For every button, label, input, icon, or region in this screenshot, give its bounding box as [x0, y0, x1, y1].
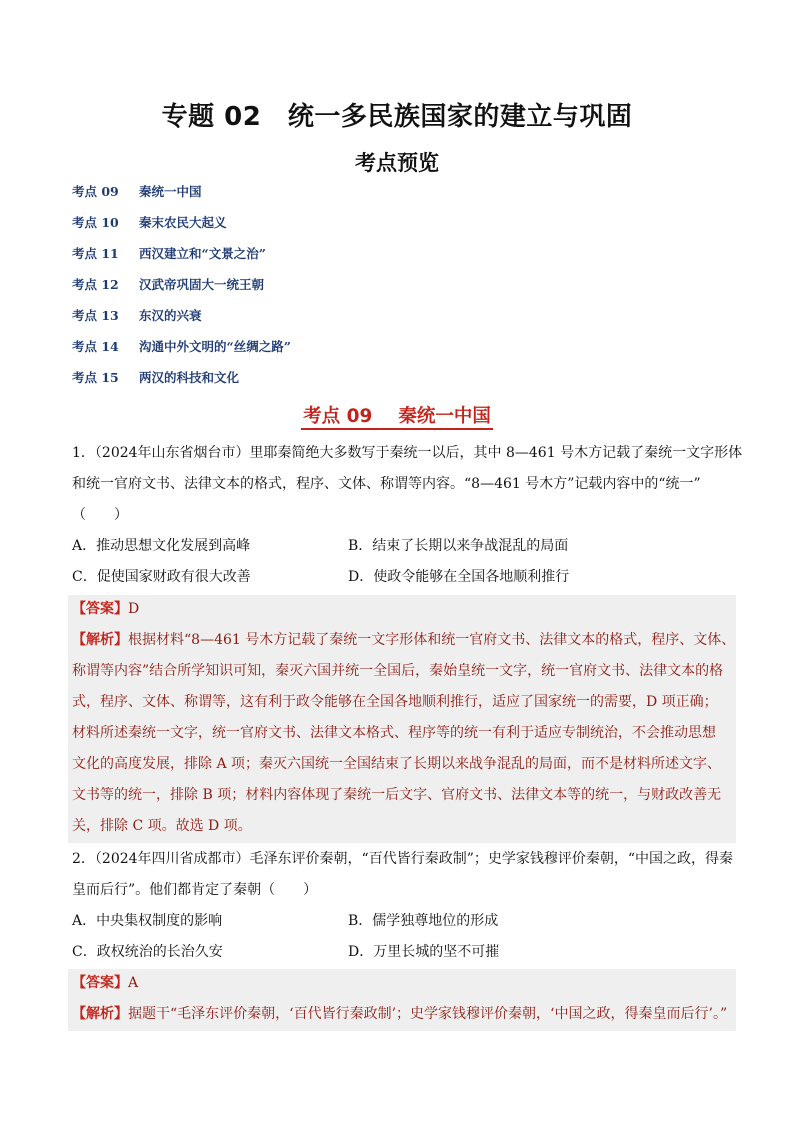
topic-item [72, 335, 291, 366]
topic-text: 汉武帝巩固大一统王朝 [139, 277, 265, 292]
topic-text: 秦统一中国 [139, 184, 202, 199]
analysis-line: 文书等的统一，排除 B 项；材料内容体现了秦统一后文字、官府文书、法律文本等的统一，与财政改善无 [72, 787, 722, 803]
section-number: 考点 09 [303, 406, 373, 427]
question-line: （ ） [72, 507, 128, 523]
section-title: 秦统一中国 [398, 406, 491, 427]
topic-text: 西汉建立和“文景之治” [139, 246, 266, 261]
option-row [72, 535, 732, 566]
topic-text: 东汉的兴衰 [139, 308, 202, 323]
answer-line [68, 595, 736, 626]
option-d[interactable]: D．使政令能够在全国各地顺利推行 [348, 569, 570, 585]
analysis-tag: 【解析】 [72, 1006, 128, 1022]
page-subtitle: 考点预览 [355, 151, 439, 175]
topic-text: 沟通中外文明的“丝绸之路” [139, 339, 291, 354]
question-1-stem [72, 442, 743, 535]
question-line: 和统一官府文书、法律文本的格式，程序、文体、称谓等内容。“8—461 号木方”记载内容中的“统一” [72, 476, 701, 492]
question-1-options [72, 535, 732, 597]
topic-item [72, 211, 291, 242]
analysis-line: 文化的高度发展，排除 A 项；秦灭六国统一全国结束了长期以来战争混乱的局面，而不是材料所述文字、 [72, 756, 722, 772]
analysis-line [68, 1000, 736, 1031]
topic-item [72, 366, 291, 397]
option-b[interactable]: B．儒学独尊地位的形成 [348, 913, 499, 929]
answer-value: A [128, 975, 139, 991]
answer-tag: 【答案】 [72, 975, 128, 991]
topic-item [72, 304, 291, 335]
topic-number: 考点 10 [72, 215, 119, 230]
page-title: 专题 02 统一多民族国家的建立与巩固 [161, 102, 633, 132]
answer-value: D [128, 601, 140, 617]
analysis-line [68, 626, 736, 657]
question-line: 1．（2024年山东省烟台市）里耶秦简绝大多数写于秦统一以后，其中 8—461 号木方记载了秦统一文字形体 [72, 445, 743, 461]
topic-number: 考点 13 [72, 308, 119, 323]
topic-number: 考点 15 [72, 370, 119, 385]
question-line: 2．（2024年四川省成都市）毛泽东评价秦朝，“百代皆行秦政制”；史学家钱穆评价秦朝，“中国之政，得秦 [72, 851, 734, 867]
option-row [72, 941, 732, 972]
option-a[interactable]: A．中央集权制度的影响 [72, 913, 223, 929]
topic-list [72, 180, 291, 397]
analysis-line: 关，排除 C 项。故选 D 项。 [72, 818, 252, 834]
question-1-answer-box [68, 595, 736, 843]
option-c[interactable]: C．促使国家财政有很大改善 [72, 569, 251, 585]
analysis-text: 根据材料“8—461 号木方记载了秦统一文字形体和统一官府文书、法律文本的格式，程序、文体、 [128, 632, 736, 648]
topic-text: 秦末农民大起义 [139, 215, 227, 230]
topic-item [72, 242, 291, 273]
analysis-line: 材料所述秦统一文字，统一官府文书、法律文本格式、程序等的统一有利于适应专制统治，不会推动思想 [72, 725, 716, 741]
option-c[interactable]: C．政权统治的长治久安 [72, 944, 223, 960]
analysis-text: 据题干“毛泽东评价秦朝，‘百代皆行秦政制’；史学家钱穆评价秦朝，‘中国之政，得秦皇而后行’。” [128, 1006, 728, 1022]
option-d[interactable]: D．万里长城的坚不可摧 [348, 944, 500, 960]
analysis-line: 称谓等内容”结合所学知识可知，秦灭六国并统一全国后，秦始皇统一文字，统一官府文书、法律文本的格 [72, 663, 724, 679]
analysis-tag: 【解析】 [72, 632, 128, 648]
topic-item [72, 273, 291, 304]
section-heading [0, 402, 794, 428]
topic-text: 两汉的科技和文化 [139, 370, 240, 385]
topic-number: 考点 09 [72, 184, 119, 199]
question-2-options [72, 910, 732, 972]
question-2-stem [72, 848, 732, 910]
topic-number: 考点 12 [72, 277, 119, 292]
question-2-answer-box [68, 969, 736, 1031]
option-row [72, 566, 732, 597]
option-b[interactable]: B．结束了长期以来争战混乱的局面 [348, 538, 569, 554]
option-a[interactable]: A．推动思想文化发展到高峰 [72, 538, 251, 554]
topic-number: 考点 14 [72, 339, 119, 354]
topic-item [72, 180, 291, 211]
question-line: 皇而后行”。他们都肯定了秦朝（ ） [72, 882, 318, 898]
topic-number: 考点 11 [72, 246, 119, 261]
option-row [72, 910, 732, 941]
analysis-line: 式，程序、文体、称谓等，这有利于政令能够在全国各地顺利推行，适应了国家统一的需要，D 项正确； [72, 694, 718, 710]
answer-tag: 【答案】 [72, 601, 128, 617]
answer-line [68, 969, 736, 1000]
